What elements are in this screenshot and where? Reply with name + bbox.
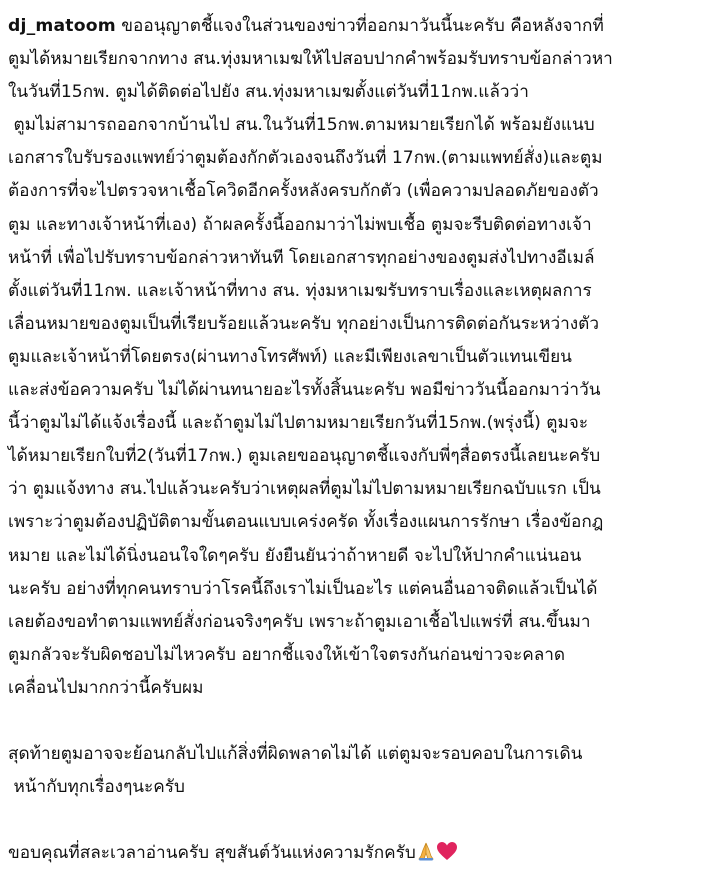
caption-line: นี้ว่าตูมไม่ได้แจ้งเรื่องนี้ และถ้าตูมไม่ไปตามหมายเรียกวันที่15กพ.(พรุ่งนี้) ตูมจะ (8, 413, 589, 434)
caption-line: เอกสารใบรับรองแพทย์ว่าตูมต้องกักตัวเองจนถึงวันที่ 17กพ.(ตามแพทย์สั่ง)และตูม (8, 148, 603, 169)
paragraph-spacer (8, 804, 720, 837)
caption-line: เลื่อนหมายของตูมเป็นที่เรียบร้อยแล้วนะครับ ทุกอย่างเป็นการติดต่อกันระหว่างตัว (8, 313, 599, 334)
caption-text: ขออนุญาตชี้แจงในส่วนของข่าวที่ออกมาวันนี้นะครับ คือหลังจากที่ (115, 16, 604, 36)
caption-line: ตูม และทางเจ้าหน้าที่เอง) ถ้าผลครั้งนี้ออกมาว่าไม่พบเชื้อ ตูมจะรีบติดต่อทางเจ้า (8, 214, 592, 235)
caption-line: และส่งข้อความครับ ไม่ได้ผ่านทนายอะไรทั้งสิ้นนะครับ พอมีข่าววันนี้ออกมาว่าวัน (8, 380, 601, 401)
caption-line: ตูมไม่สามารถออกจากบ้านไป สน.ในวันที่15กพ.ตามหมายเรียกได้ พร้อมยังแนบ (8, 115, 595, 136)
caption-line: ตูมกลัวจะรับผิดชอบไม่ไหวครับ อยากชี้แจงให้เข้าใจตรงกันก่อนข่าวจะคลาด (8, 644, 566, 665)
caption-line: ตั้งแต่วันที่11กพ. และเจ้าหน้าที่ทาง สน. ทุ่งมหาเมฆรับทราบเรื่องและเหตุผลการ (8, 280, 592, 301)
caption-line: ต้องการที่จะไปตรวจหาเชื้อโควิดอีกครั้งหลังครบกักตัว (เพื่อความปลอดภัยของตัว (8, 181, 599, 202)
caption-line: นะครับ อย่างที่ทุกคนทราบว่าโรคนี้ถึงเราไม่เป็นอะไร แต่คนอื่นอาจติดแล้วเป็นได้ (8, 578, 598, 599)
username-link[interactable]: dj_matoom (8, 16, 116, 36)
red-heart-icon (436, 841, 458, 861)
caption-line: ตูมและเจ้าหน้าที่โดยตรง(ผ่านทางโทรศัพท์) และมีเพียงเลขาเป็นตัวแทนเขียน (8, 346, 572, 367)
caption-line: ตูมได้หมายเรียกจากทาง สน.ทุ่งมหาเมฆให้ไปสอบปากคำพร้อมรับทราบข้อกล่าวหา (8, 49, 613, 70)
caption-line-closing (8, 837, 720, 870)
caption-line: ว่า ตูมแจ้งทาง สน.ไปแล้วนะครับว่าเหตุผลที่ตูมไม่ไปตามหมายเรียกฉบับแรก เป็น (8, 479, 601, 500)
caption-line: ในวันที่15กพ. ตูมได้ติดต่อไปยัง สน.ทุ่งมหาเมฆตั้งแต่วันที่11กพ.แล้วว่า (8, 82, 529, 103)
folded-hands-icon (416, 841, 436, 861)
caption-line: เคลื่อนไปมากกว่านี้ครับผม (8, 677, 204, 698)
closing-text: ขอบคุณที่สละเวลาอ่านครับ สุขสันต์วันแห่งความรักครับ (8, 843, 416, 864)
caption-line-1 (8, 10, 720, 43)
caption-line: หน้ากับทุกเรื่องๆนะครับ (8, 777, 185, 798)
caption-line: สุดท้ายตูมอาจจะย้อนกลับไปแก้สิ่งที่ผิดพลาดไม่ได้ แต่ตูมจะรอบคอบในการเดิน (8, 743, 583, 764)
paragraph-spacer (8, 705, 720, 738)
caption-line: เลยต้องขอทำตามแพทย์สั่งก่อนจริงๆครับ เพราะถ้าตูมเอาเชื้อไปแพร่ที่ สน.ขึ้นมา (8, 611, 591, 632)
caption-line: หน้าที่ เพื่อไปรับทราบข้อกล่าวหาทันที โดยเอกสารทุกอย่างของตูมส่งไปทางอีเมล์ (8, 247, 595, 268)
caption-line: ได้หมายเรียกใบที่2(วันที่17กพ.) ตูมเลยขออนุญาตชี้แจงกับพี่ๆสื่อตรงนี้เลยนะครับ (8, 446, 601, 467)
caption-line: เพราะว่าตูมต้องปฏิบัติตามขั้นตอนแบบเคร่งครัด ทั้งเรื่องแผนการรักษา เรื่องข้อกฎ (8, 512, 604, 533)
caption-line: หมาย และไม่ได้นิ่งนอนใจใดๆครับ ยังยืนยันว่าถ้าหายดี จะไปให้ปากคำแน่นอน (8, 545, 582, 566)
